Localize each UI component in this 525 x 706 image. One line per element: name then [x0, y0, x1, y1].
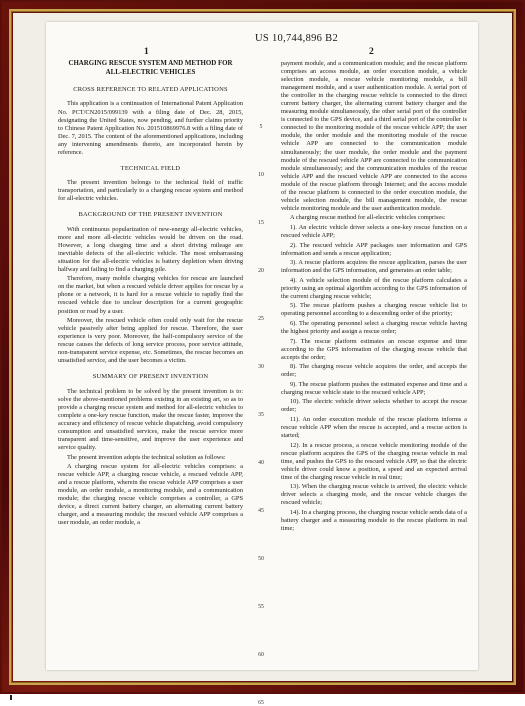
left-text-column — [58, 60, 243, 529]
line-number: 5 — [259, 124, 263, 130]
paragraph: 5). The rescue platform pushes a charging rescue vehicle list to operating personnel according to a descending order of the priority; — [281, 302, 467, 318]
line-number: 40 — [258, 460, 264, 466]
line-number: 25 — [258, 316, 264, 322]
paragraph: 13). When the charging rescue vehicle is arrived, the electric vehicle driver selects a charging mode, and the rescue vehicle charges the rescued vehicle; — [281, 483, 467, 507]
paragraph: 9). The rescue platform pushes the estimated expense and time and a charging rescue vehicle state to the rescued vehicle APP; — [281, 380, 467, 396]
line-number: 10 — [258, 172, 264, 178]
paragraph: 1). An electric vehicle driver selects a one-key rescue function on a rescued vehicle APP; — [281, 223, 467, 239]
paragraph: 11). An order execution module of the rescue platform informs a rescue vehicle APP when the rescue is accepted, and a rescue action is started; — [281, 415, 467, 440]
paragraph: 10). The electric vehicle driver selects whether to accept the rescue order; — [281, 398, 467, 414]
patent-page — [46, 22, 478, 706]
section-heading: BACKGROUND OF THE PRESENT INVENTION — [78, 211, 223, 219]
paragraph: Moreover, the rescued vehicle often could only wait for the rescue vehicle passively after being applied for rescue. Therefore, the user experience is very poor. Moreover, the half-compulsory service of the rescue causes the defects of long service process, poor service attitude, non-transparent service expense, etc. Sometimes, the rescue becomes an unsatisfied service, and the user becomes a victim. — [58, 317, 243, 365]
column-number-left: 1 — [144, 47, 149, 57]
column-number-right: 2 — [369, 47, 374, 57]
bottom-margin — [0, 694, 525, 700]
section-heading: SUMMARY OF PRESENT INVENTION — [92, 373, 209, 381]
paragraph: 4). A vehicle selection module of the rescue platform calculates a priority using an optimal algorithm according to the GPS information of the current charging rescue vehicle; — [281, 276, 467, 300]
paragraph: The present invention belongs to the technical field of traffic transportation, and particularly to a charging rescue system and method for all-electric vehicles. — [58, 179, 243, 203]
paragraph: 12). In a rescue process, a rescue vehicle monitoring module of the rescue platform acquires the GPS of the charging rescue vehicle in real time, and pushes the GPS to the rescued vehicle APP, so that the electric vehicle driver could know a position, a speed and an expected arrival time of the charging rescue vehicle in real time; — [281, 441, 467, 481]
document-title: CHARGING RESCUE SYSTEM AND METHOD FOR ALL-ELECTRIC VEHICLES — [68, 60, 233, 76]
line-number: 50 — [258, 556, 264, 562]
paragraph: 3). A rescue platform acquires the rescue application, parses the user information and the GPS information, and generates an order table; — [281, 259, 467, 275]
paragraph: 2). The rescued vehicle APP packages user information and GPS information and sends a rescue application; — [281, 241, 467, 257]
line-number: 15 — [258, 220, 264, 226]
paragraph: This application is a continuation of International Patent Application No. PCT/CN2015/099139 with a filing date of Dec. 28, 2015, designating the United States, now pending, and further claims priority to Chinese Patent Application No. 201510869976.8 with a filing date of Dec. 7, 2015. The content of the aforementioned applications, including any intervening amendments thereto, are incorporated herein by reference. — [58, 100, 243, 156]
left-sections — [58, 86, 243, 527]
paragraph: The present invention adopts the technical solution as follows: — [67, 453, 226, 461]
paragraph: 14). In a charging process, the charging rescue vehicle sends data of a battery charger and a measuring module to the rescue platform in real time; — [281, 508, 467, 533]
paragraph: A charging rescue system for all-electric vehicles comprises: a rescue vehicle APP, a charging rescue vehicle, a rescued vehicle APP, and a rescue platform, wherein the rescue vehicle APP comprises a user module, an order module, a monitoring module, and a communication module; the charging rescue vehicle comprises a controller, a GPS device, a direct current battery charger, an alternating current battery charger, and a measuring module; the rescued vehicle APP comprises a user module, an order module, a — [58, 463, 243, 527]
line-number: 20 — [258, 268, 264, 274]
paragraph: payment module, and a communication module; and the rescue platform comprises an access module, an order execution module, a vehicle selection module, a rescue vehicle monitoring module, a bill management module, and a user authentication module. A serial port of the controller in the charging rescue vehicle is connected to the direct current battery charger, the alternating current battery charger and the measuring module simultaneously, the other serial port of the controller is connected to the GPS device, and a third serial port of the controller is connected to the monitoring module of the rescue vehicle APP; the user module, the order module and the monitoring module of the rescue vehicle APP are connected to the communication module simultaneously; the user module, the order module and the payment module of the rescued vehicle APP are connected to the communication module simultaneously; and the communication modules of the rescue vehicle APP and the rescued vehicle APP are connected to the access module of the rescue platform through Internet; and the access module of the rescue platform is connected to the order execution module, the vehicle selection module, the bill management module, the rescue vehicle monitoring module and the user authentication module. — [281, 60, 467, 212]
corner-mark — [10, 695, 12, 700]
line-number: 30 — [258, 364, 264, 370]
section-heading: CROSS REFERENCE TO RELATED APPLICATIONS — [73, 86, 228, 94]
section-heading: TECHNICAL FIELD — [120, 164, 181, 172]
paragraph: The technical problem to be solved by the present invention is to: solve the above-mentioned problems existing in an existing art, so as to provide a charging rescue system and method for all-electric vehicles to complete a one-key rescue function, make the rescue faster, improve the accuracy and efficiency of rescue vehicle dispatching, avoid compulsory consumption and unsatisfied services, make the rescue service more transparent and time-sensitive, and improve the user experience and service quality. — [58, 387, 243, 451]
paragraph: 7). The rescue platform estimates an rescue expense and time according to the GPS information of the charging rescue vehicle that accepts the order; — [281, 337, 467, 361]
line-number: 35 — [258, 412, 264, 418]
line-number: 45 — [258, 508, 264, 514]
paragraph: A charging rescue method for all-electric vehicles comprises: — [290, 214, 446, 222]
paragraph: 8). The charging rescue vehicle acquires the order, and accepts the order; — [281, 363, 467, 379]
line-number: 55 — [258, 604, 264, 610]
line-number-gutter — [247, 60, 275, 706]
line-number: 60 — [258, 652, 264, 658]
line-number: 65 — [258, 700, 264, 706]
paragraph: 6). The operating personnel select a charging rescue vehicle having the highest priority and assign a rescue order; — [281, 319, 467, 335]
paragraph: Therefore, many mobile charging vehicles for rescue are launched on the market, but when a rescued vehicle driver applies for rescue by a phone or a network, it is hard for a rescue vehicle to rapidly find the rescued vehicle due to unclear description for a current geographic position or road by a user. — [58, 275, 243, 315]
paragraph: With continuous popularization of new-energy all-electric vehicles, more and more all-electric vehicles would be driven on the road. However, a long charging time and a short driving mileage are inevitable defects of the all-electric vehicle. The most embarrassing situation for the all-electric vehicles is battery depletion when driving halfway and failing to find a charging pile. — [58, 225, 243, 273]
right-text-column — [281, 60, 467, 535]
patent-number: US 10,744,896 B2 — [255, 33, 338, 44]
